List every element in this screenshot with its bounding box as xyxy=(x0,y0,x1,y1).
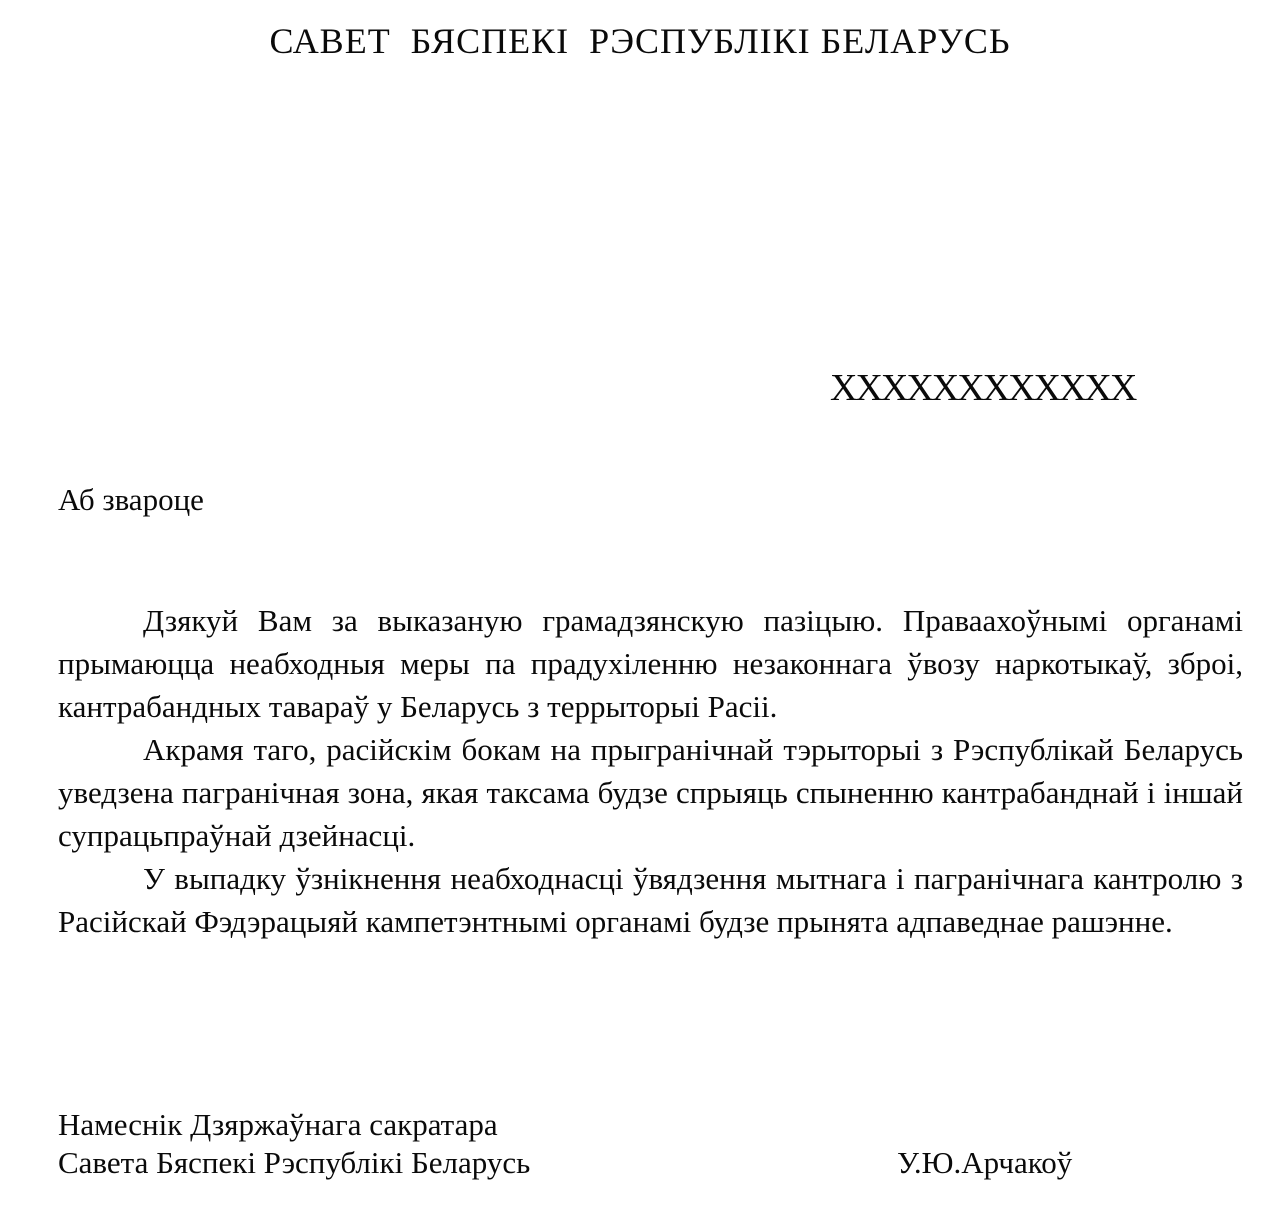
subject-line: Аб звароце xyxy=(58,482,204,517)
body-paragraph-2: Акрамя таго, расійскім бокам на прыгранічнай тэрыторыі з Рэспублікай Беларусь уведзена пагранічная зона, якая таксама будзе спрыяць спыненню кантрабанднай і іншай супрацьпраўнай дзейнасці. xyxy=(58,732,1243,853)
letter-body xyxy=(58,599,1243,943)
redacted-addressee: XXXXXXXXXXXX xyxy=(830,367,1136,409)
signer-title-line-2: Савета Бяспекі Рэспублікі Беларусь xyxy=(58,1145,531,1180)
signer-name: У.Ю.Арчакоў xyxy=(897,1145,1073,1180)
body-paragraph-1: Дзякуй Вам за выказаную грамадзянскую пазіцыю. Праваахоўнымі органамі прымаюцца неабходныя меры па прадухіленню незаконнага ўвозу наркотыкаў, зброі, кантрабандных тавараў у Беларусь з террыторыі Расіі. xyxy=(58,603,1243,724)
signer-title-line-1: Намеснік Дзяржаўнага сакратара xyxy=(58,1107,498,1142)
body-paragraph-3: У выпадку ўзнікнення неабходнасці ўвядзення мытнага і пагранічнага кантролю з Расійскай Фэдэрацыяй кампетэнтнымі органамі будзе прынята адпаведнае рашэнне. xyxy=(58,861,1243,939)
signature-block xyxy=(58,1106,1243,1182)
letterhead-title: САВЕТ БЯСПЕКІ РЭСПУБЛІКІ БЕЛАРУСЬ xyxy=(269,21,1011,61)
